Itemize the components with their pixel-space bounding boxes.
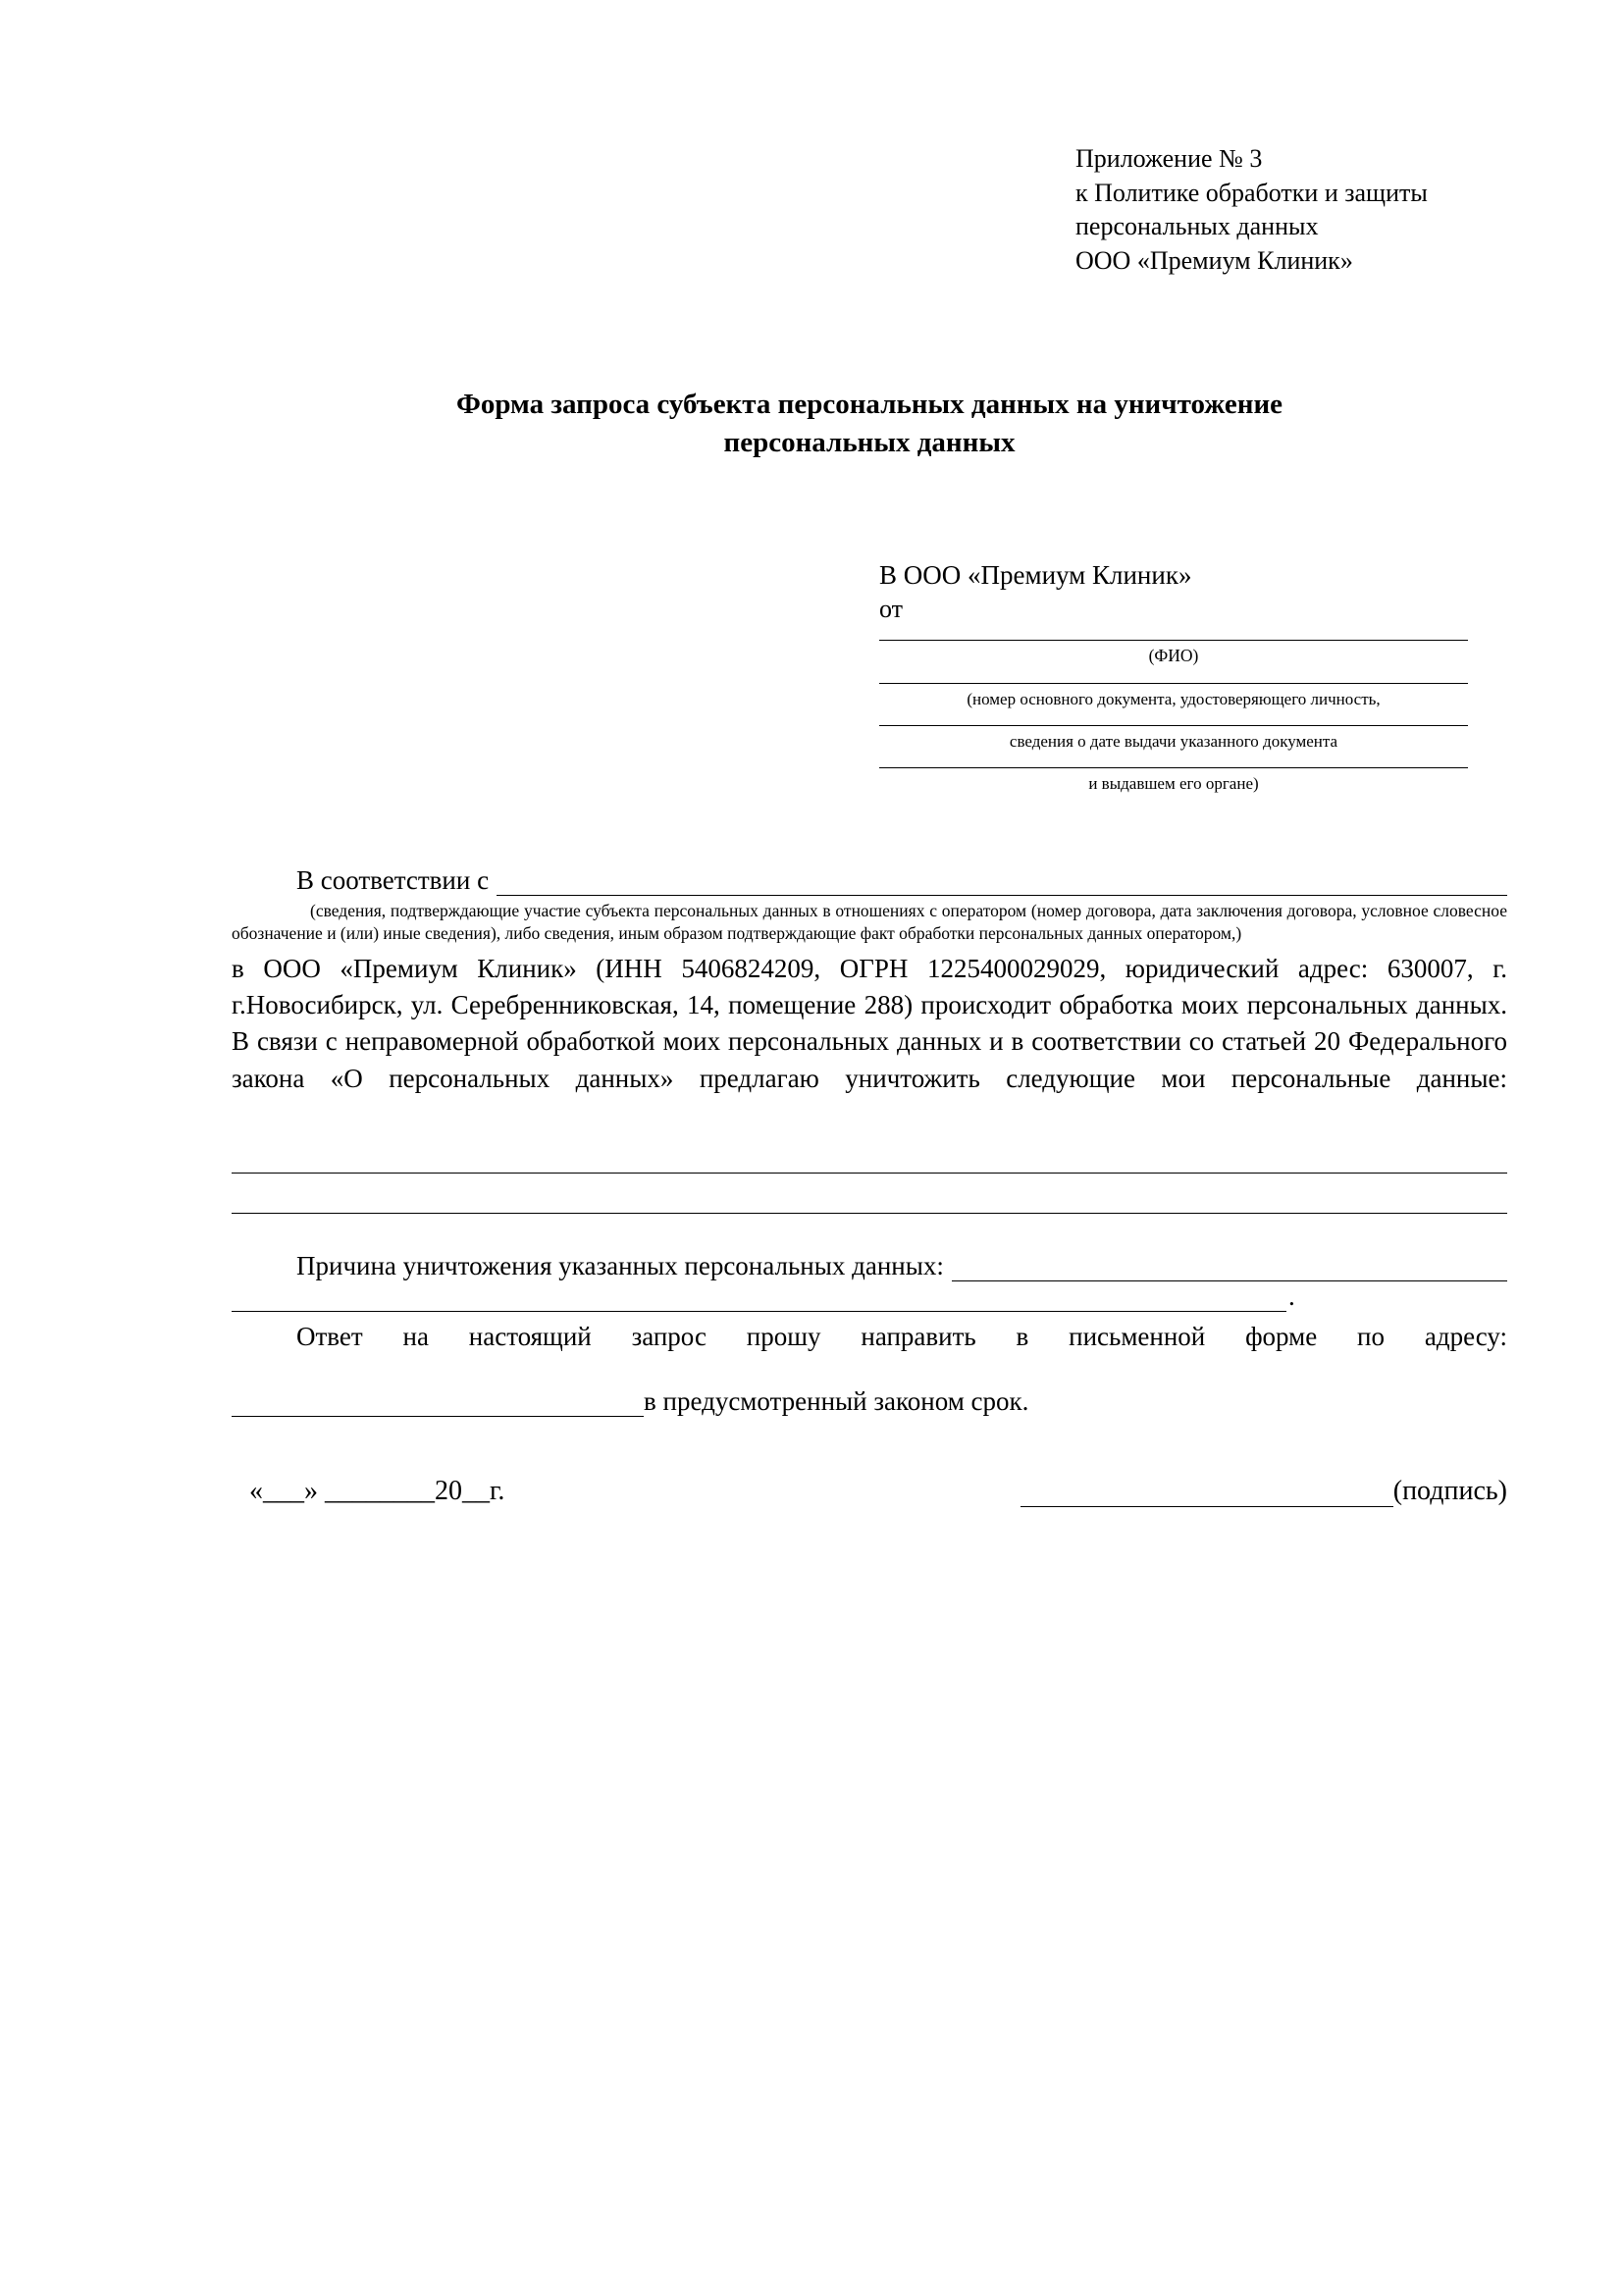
addressee-from-label: от: [879, 595, 904, 624]
main-paragraph: в ООО «Премиум Клиник» (ИНН 5406824209, ОГРН 1225400029029, юридический адрес: 630007, г. г.Новосибирск, ул. Серебренниковская, 14, помещение 288) происходит обработка моих персональных данных. В связи с неправомерной обработкой моих персональных данных и в соответствии со статьей 20 Федерального закона «О персональных данных» предлагаю уничтожить следующие мои персональные данные:: [232, 953, 1507, 1093]
annex-line-2: к Политике обработки и защиты: [1075, 178, 1428, 207]
answer-address-row: [232, 1386, 1507, 1417]
answer-text: Ответ на настоящий запрос прошу направить в письменной форме по адресу:: [296, 1322, 1507, 1352]
answer-tail-text: в предусмотренный законом срок.: [644, 1386, 1029, 1417]
document-issuer-fill-line[interactable]: [879, 767, 1468, 768]
document-issuer-caption: и выдавшем его органе): [1088, 774, 1259, 794]
page-title: [232, 386, 1507, 462]
reason-row: [232, 1251, 1507, 1281]
document-number-caption: (номер основного документа, удостоверяющего личность,: [967, 689, 1381, 708]
document-number-fill-line[interactable]: [879, 683, 1468, 684]
fio-caption: (ФИО): [1148, 646, 1199, 666]
date-field[interactable]: «___» ________20__г.: [249, 1476, 505, 1507]
document-date-fill-line[interactable]: [879, 725, 1468, 726]
document-content: [232, 142, 1507, 1507]
reason-fill-line-2[interactable]: [232, 1285, 1286, 1312]
data-fill-line-1[interactable]: [232, 1173, 1507, 1174]
in-accordance-fill-line[interactable]: [497, 873, 1507, 896]
signature-fill-line[interactable]: [1021, 1481, 1393, 1507]
reason-fill-line-1[interactable]: [952, 1259, 1507, 1281]
document-date-caption: сведения о дате выдачи указанного документа: [1009, 732, 1338, 752]
body-section: [232, 865, 1507, 1507]
reason-tail-row: [232, 1281, 1507, 1312]
in-accordance-label: В соответствии с: [296, 864, 490, 895]
annex-line-1: Приложение № 3: [1075, 144, 1263, 173]
note-text: (сведения, подтверждающие участие субъекта персональных данных в отношениях с оператором (номер договора, дата заключения договора, условное словесное обозначение и (или) иные сведения), либо сведения, иным образом подтверждающие факт обработки персональных данных оператором,): [232, 900, 1507, 943]
annex-line-3: персональных данных: [1075, 212, 1319, 241]
signature-label: (подпись): [1392, 1476, 1507, 1507]
annex-line-4: ООО «Премиум Клиник»: [1075, 245, 1353, 275]
addressee-organization: В ООО «Премиум Клиник»: [879, 560, 1192, 591]
in-accordance-row: [232, 865, 1507, 896]
data-fill-line-2[interactable]: [232, 1213, 1507, 1214]
answer-address-fill-line[interactable]: [232, 1390, 644, 1417]
reason-label: Причина уничтожения указанных персональных данных:: [296, 1251, 944, 1281]
reason-end-dot: .: [1288, 1281, 1295, 1312]
fio-fill-line[interactable]: [879, 640, 1468, 641]
signature-row: [232, 1476, 1507, 1507]
annex-reference-block: [1075, 142, 1507, 278]
page-title-line-2: персональных данных: [723, 427, 1016, 459]
page-title-line-1: Форма запроса субъекта персональных данных на уничтожение: [455, 389, 1283, 421]
answer-paragraph: [232, 1322, 1507, 1383]
addressee-block: [879, 560, 1468, 795]
in-accordance-note: [232, 900, 1507, 945]
